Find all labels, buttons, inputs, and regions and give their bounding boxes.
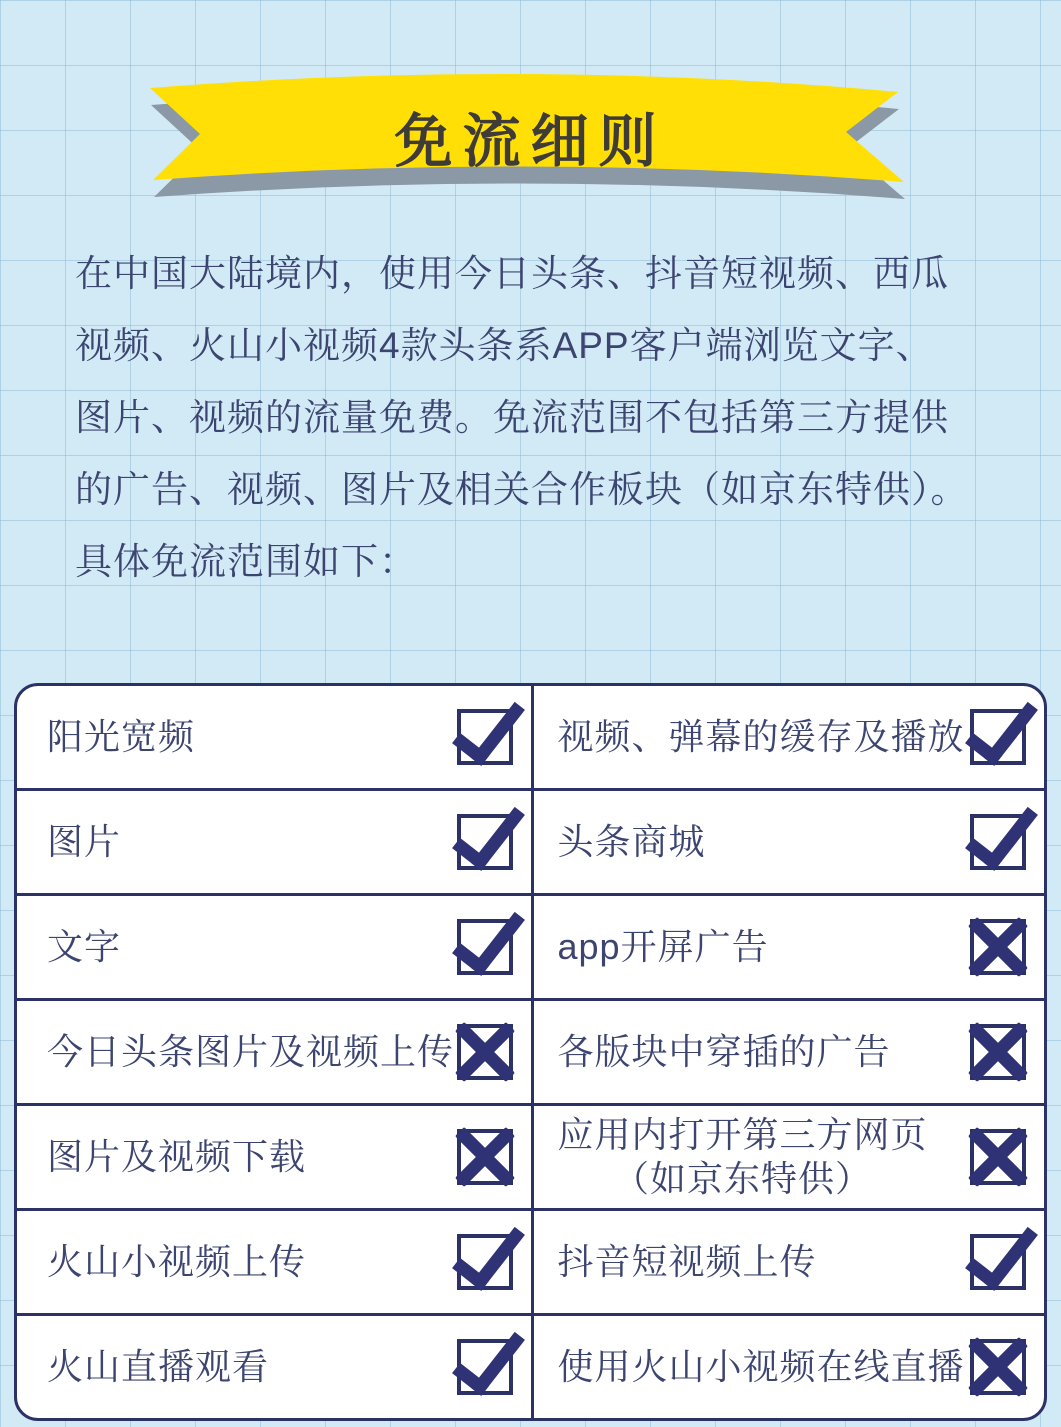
status-checkbox <box>457 1339 513 1395</box>
table-row <box>17 1208 1044 1313</box>
table-row <box>17 893 1044 998</box>
status-checkbox <box>457 814 513 870</box>
intro-line: 的广告、视频、图片及相关合作板块（如京东特供）。 <box>75 469 969 510</box>
cell-label: app开屏广告 <box>557 926 769 967</box>
cell-label: 各版块中穿插的广告 <box>557 1031 891 1072</box>
status-checkbox <box>457 1129 513 1185</box>
status-checkbox <box>970 1339 1026 1395</box>
page-title: 免流细则 <box>394 109 667 174</box>
table-cell <box>17 1106 531 1208</box>
table-row <box>17 1313 1044 1418</box>
table-cell <box>531 791 1045 893</box>
intro-line: 视频、火山小视频4款头条系APP客户端浏览文字、 <box>75 325 934 366</box>
intro-paragraph <box>75 238 1005 598</box>
status-checkbox <box>970 1129 1026 1185</box>
table-cell <box>531 896 1045 998</box>
status-checkbox <box>457 1234 513 1290</box>
cell-label: 图片及视频下载 <box>47 1136 307 1177</box>
status-checkbox <box>970 814 1026 870</box>
table-row <box>17 686 1044 788</box>
cell-label: 头条商城 <box>557 821 706 862</box>
status-checkbox <box>970 1024 1026 1080</box>
table-cell <box>531 1316 1045 1418</box>
cell-label: 火山直播观看 <box>47 1346 270 1387</box>
status-checkbox <box>970 709 1026 765</box>
banner-ribbon <box>138 70 923 220</box>
cell-label: 抖音短视频上传 <box>557 1241 817 1282</box>
table-cell <box>17 791 531 893</box>
cell-label: 今日头条图片及视频上传 <box>47 1031 455 1072</box>
table-cell <box>531 1106 1045 1208</box>
cell-label: 视频、弹幕的缓存及播放 <box>557 716 965 757</box>
cell-label: 阳光宽频 <box>47 716 196 757</box>
table-row <box>17 998 1044 1103</box>
table-cell <box>531 1211 1045 1313</box>
cell-label: 图片 <box>47 821 122 862</box>
table-cell <box>531 1001 1045 1103</box>
rules-table <box>14 683 1047 1421</box>
table-cell <box>531 686 1045 788</box>
table-cell <box>17 1316 531 1418</box>
cell-label: 使用火山小视频在线直播 <box>557 1346 965 1387</box>
status-checkbox <box>457 919 513 975</box>
intro-line: 在中国大陆境内，使用今日头条、抖音短视频、西瓜 <box>75 253 949 294</box>
table-cell <box>17 1211 531 1313</box>
status-checkbox <box>970 919 1026 975</box>
cell-label: 应用内打开第三方网页 （如京东特供） <box>557 1114 928 1199</box>
status-checkbox <box>970 1234 1026 1290</box>
cell-label: 文字 <box>47 926 122 967</box>
table-cell <box>17 896 531 998</box>
intro-line: 图片、视频的流量免费。免流范围不包括第三方提供 <box>75 397 949 438</box>
table-cell <box>17 686 531 788</box>
table-row <box>17 1103 1044 1208</box>
status-checkbox <box>457 1024 513 1080</box>
table-row <box>17 788 1044 893</box>
table-cell <box>17 1001 531 1103</box>
cell-label: 火山小视频上传 <box>47 1241 307 1282</box>
status-checkbox <box>457 709 513 765</box>
intro-line: 具体免流范围如下： <box>75 541 417 582</box>
